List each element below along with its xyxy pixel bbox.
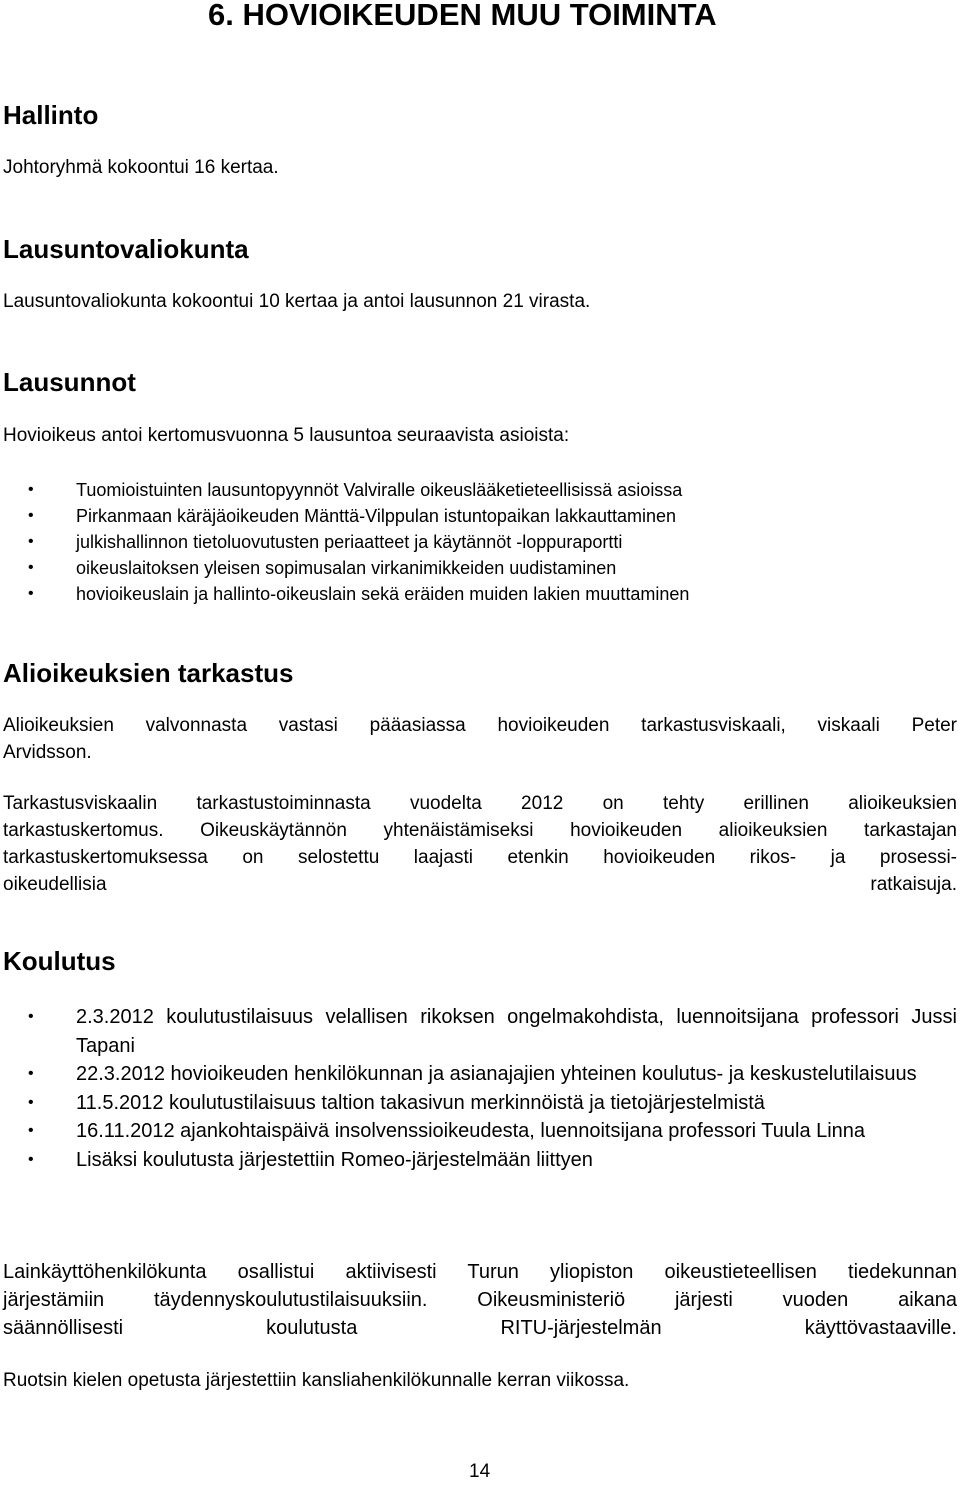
bullet-icon: • bbox=[28, 1122, 34, 1139]
heading-hallinto: Hallinto bbox=[3, 100, 99, 130]
text-line: tarkastuskertomus. Oikeuskäytännön yhtenäistämiseksi hovioikeuden alioikeuksien tarkastajan bbox=[3, 820, 957, 841]
heading-koulutus: Koulutus bbox=[3, 946, 116, 976]
bullet-icon: • bbox=[28, 533, 34, 550]
bullet-icon: • bbox=[28, 1065, 34, 1082]
list-item: • hovioikeuslain ja hallinto-oikeuslain sekä eräiden muiden lakien muuttaminen bbox=[0, 581, 940, 607]
koulutus-list bbox=[0, 1003, 957, 1174]
lausuntovaliokunta-text: Lausuntovaliokunta kokoontui 10 kertaa ja antoi lausunnon 21 virasta. bbox=[3, 291, 591, 312]
bullet-icon: • bbox=[28, 481, 34, 498]
list-item: • 16.11.2012 ajankohtaispäivä insolvenssioikeudesta, luennoitsijana professori Tuula Linna bbox=[0, 1117, 957, 1146]
text-line: järjestämiin täydennyskoulutustilaisuuksiin. Oikeusministeriö järjesti vuoden aikana bbox=[3, 1289, 957, 1311]
text-line: tarkastuskertomuksessa on selostettu laajasti etenkin hovioikeuden rikos- ja prosessi- bbox=[3, 847, 957, 868]
list-item: • oikeuslaitoksen yleisen sopimusalan virkanimikkeiden uudistaminen bbox=[0, 555, 940, 581]
koulutus-paragraph-1 bbox=[3, 1258, 957, 1342]
list-item: • 11.5.2012 koulutustilaisuus taltion takasivun merkinnöistä ja tietojärjestelmistä bbox=[0, 1089, 957, 1118]
lausunnot-intro: Hovioikeus antoi kertomusvuonna 5 lausuntoa seuraavista asioista: bbox=[3, 425, 570, 446]
list-item: • Pirkanmaan käräjäoikeuden Mänttä-Vilppulan istuntopaikan lakkauttaminen bbox=[0, 503, 940, 529]
alioikeuksien-paragraph-1 bbox=[3, 712, 957, 766]
text-line: Arvidsson. bbox=[3, 742, 92, 763]
heading-lausunnot: Lausunnot bbox=[3, 367, 136, 397]
bullet-icon: • bbox=[28, 585, 34, 602]
alioikeuksien-paragraph-2 bbox=[3, 790, 957, 898]
list-item: • julkishallinnon tietoluovutusten periaatteet ja käytännöt -loppuraportti bbox=[0, 529, 940, 555]
list-item: • Tuomioistuinten lausuntopyynnöt Valviralle oikeuslääketieteellisissä asioissa bbox=[0, 477, 940, 503]
bullet-icon: • bbox=[28, 1150, 34, 1168]
list-item: • Lisäksi koulutusta järjestettiin Romeo-järjestelmään liittyen bbox=[0, 1146, 957, 1175]
bullet-icon: • bbox=[28, 507, 34, 524]
bullet-icon: • bbox=[28, 1008, 34, 1025]
koulutus-paragraph-2: Ruotsin kielen opetusta järjestettiin kansliahenkilökunnalle kerran viikossa. bbox=[3, 1370, 630, 1391]
text-line: Tarkastusviskaalin tarkastustoiminnasta vuodelta 2012 on tehty erillinen alioikeuksien bbox=[3, 793, 957, 814]
bullet-icon: • bbox=[28, 559, 34, 576]
heading-alioikeuksien-tarkastus: Alioikeuksien tarkastus bbox=[3, 658, 294, 688]
list-item: • 2.3.2012 koulutustilaisuus velallisen rikoksen ongelmakohdista, luennoitsijana professori Jussi Tapani bbox=[0, 1003, 957, 1060]
text-line: Alioikeuksien valvonnasta vastasi pääasiassa hovioikeuden tarkastusviskaali, viskaali Peter bbox=[3, 715, 957, 736]
page-number: 14 bbox=[469, 1461, 491, 1482]
list-item: • 22.3.2012 hovioikeuden henkilökunnan ja asianajajien yhteinen koulutus- ja keskustelutilaisuus bbox=[0, 1060, 957, 1089]
text-line: Lainkäyttöhenkilökunta osallistui aktiivisesti Turun yliopiston oikeustieteellisen tiedekunnan bbox=[3, 1261, 957, 1283]
page-title: 6. HOVIOIKEUDEN MUU TOIMINTA bbox=[208, 0, 717, 32]
bullet-icon: • bbox=[28, 1093, 34, 1111]
text-line: oikeudellisia ratkaisuja. bbox=[3, 874, 957, 895]
heading-lausuntovaliokunta: Lausuntovaliokunta bbox=[3, 234, 249, 264]
text-line: säännöllisesti koulutusta RITU-järjestelmän käyttövastaaville. bbox=[3, 1317, 957, 1339]
hallinto-text: Johtoryhmä kokoontui 16 kertaa. bbox=[3, 157, 279, 178]
lausunnot-list bbox=[0, 477, 940, 607]
